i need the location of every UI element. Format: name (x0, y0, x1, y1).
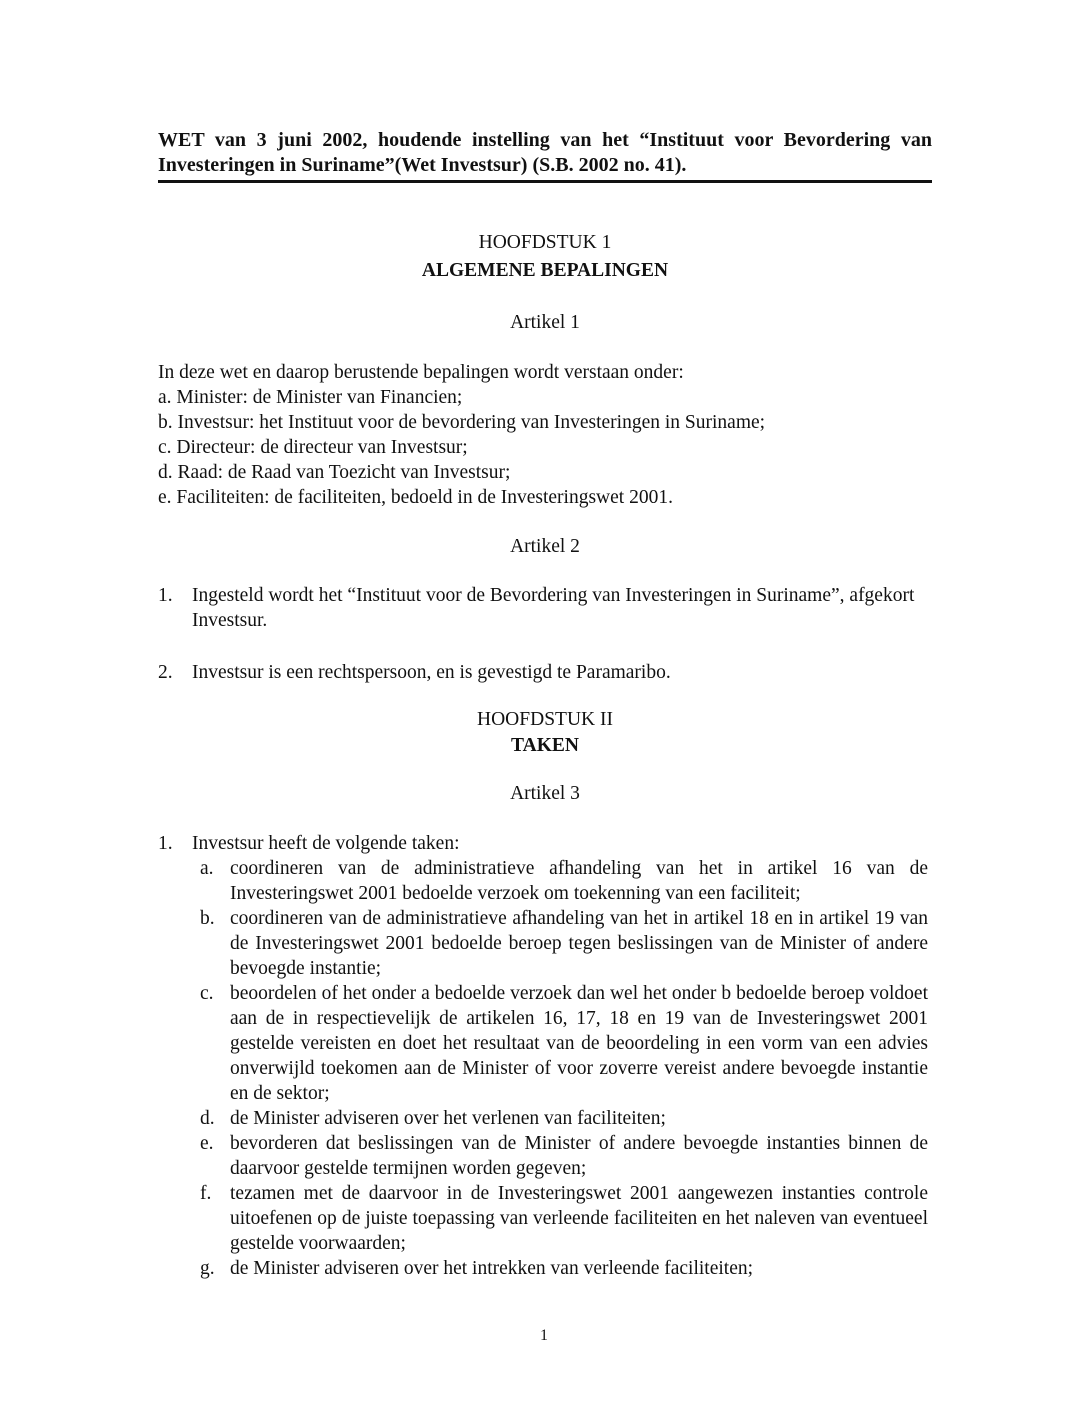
task-item-d (192, 1106, 932, 1131)
task-letter: d. (200, 1108, 215, 1129)
chapter-1-heading: HOOFDSTUK 1 (478, 232, 612, 253)
article-1-heading: Artikel 1 (510, 312, 580, 333)
task-text: bevorderen dat beslissingen van de Minister of andere bevoegde instanties binnen de daarvoor gestelde termijnen worden gegeven; (230, 1133, 928, 1179)
definition-item: e. Faciliteiten: de faciliteiten, bedoeld in de Investeringswet 2001. (158, 487, 673, 508)
task-item-a (192, 856, 932, 906)
article-3-heading: Artikel 3 (510, 783, 580, 804)
task-letter: e. (200, 1133, 214, 1154)
page-number: 1 (540, 1327, 548, 1344)
task-item-g (192, 1256, 932, 1281)
chapter-2-heading: HOOFDSTUK II (477, 709, 613, 730)
task-letter: c. (200, 983, 214, 1004)
definition-item: c. Directeur: de directeur van Investsur; (158, 437, 468, 458)
task-item-b (192, 906, 932, 981)
article-1-body (158, 360, 932, 510)
task-text: de Minister adviseren over het verlenen van faciliteiten; (230, 1108, 666, 1129)
task-item-e (192, 1131, 932, 1181)
task-letter: f. (200, 1183, 212, 1204)
task-item-f (192, 1181, 932, 1256)
definition-item: b. Investsur: het Instituut voor de bevordering van Investeringen in Suriname; (158, 412, 766, 433)
document-title: WET van 3 juni 2002, houdende instelling van het “Instituut voor Bevordering van Investeringen in Suriname”(Wet Investsur) (S.B. 2002 no. 41). (158, 129, 932, 176)
task-letter: a. (200, 858, 214, 879)
item-text: Investsur heeft de volgende taken: (192, 833, 460, 854)
task-text: de Minister adviseren over het intrekken van verleende faciliteiten; (230, 1258, 754, 1279)
title-underline (158, 180, 932, 183)
definition-item: a. Minister: de Minister van Financien; (158, 387, 463, 408)
task-letter: b. (200, 908, 215, 929)
task-text: tezamen met de daarvoor in de Investeringswet 2001 aangewezen instanties controle uitoefenen op de juiste toepassing van verleende faciliteiten en het naleven van eventueel gestelde voorwaarden; (230, 1183, 928, 1254)
item-text: Ingesteld wordt het “Instituut voor de Bevordering van Investeringen in Suriname”, afgekort Investsur. (192, 585, 915, 631)
article-1-intro: In deze wet en daarop berustende bepalingen wordt verstaan onder: (158, 362, 684, 383)
task-letter: g. (200, 1258, 215, 1279)
item-number: 1. (158, 833, 173, 854)
item-number: 2. (158, 662, 173, 683)
task-item-c (192, 981, 932, 1106)
task-text: coordineren van de administratieve afhandeling van het in artikel 16 van de Investeringswet 2001 bedoelde verzoek om toekenning van een faciliteit; (230, 858, 928, 904)
chapter-2-subheading: TAKEN (511, 735, 579, 756)
task-text: coordineren van de administratieve afhandeling van het in artikel 18 en in artikel 19 van de Investeringswet 2001 bedoelde beroep tegen beslissingen van de Minister of andere bevoegde instantie; (230, 908, 928, 979)
item-text: Investsur is een rechtspersoon, en is gevestigd te Paramaribo. (192, 662, 671, 683)
task-text: beoordelen of het onder a bedoelde verzoek dan wel het onder b bedoelde beroep voldoet aan de in respectievelijk de artikelen 16, 17, 18 en 19 van de Investeringswet 2001 gestelde vereisten en doet het resultaat van de beoordeling in een vorm van een advies onverwijld toekomen aan de Minister of voor zoverre vereist andere bevoegde instantie en de sektor; (230, 983, 928, 1104)
chapter-1-subheading: ALGEMENE BEPALINGEN (421, 260, 669, 281)
item-number: 1. (158, 585, 173, 606)
definition-item: d. Raad: de Raad van Toezicht van Investsur; (158, 462, 511, 483)
article-2-heading: Artikel 2 (510, 536, 580, 557)
article-3-task-list (192, 856, 932, 1281)
